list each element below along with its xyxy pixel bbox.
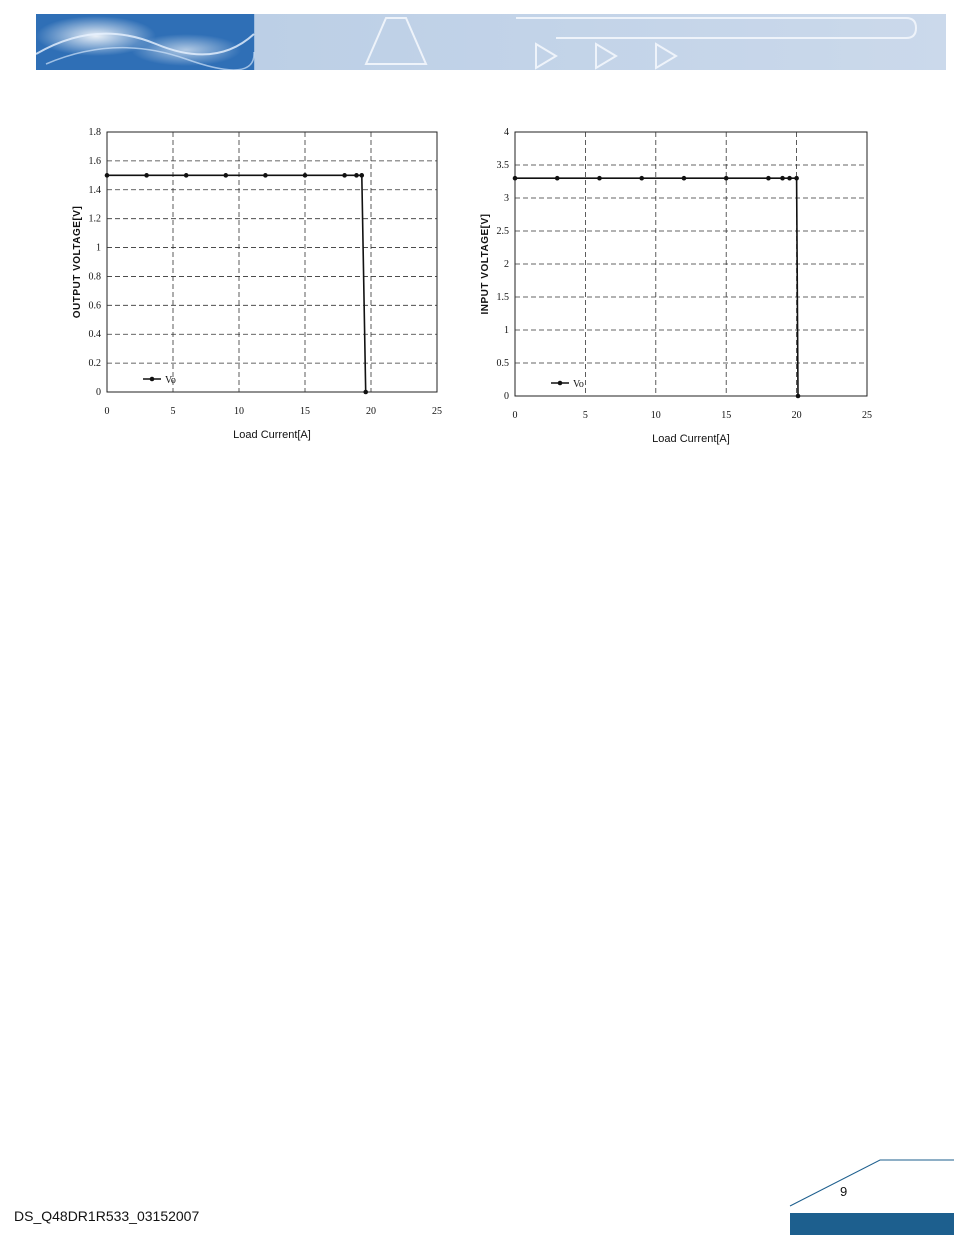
y-tick-label: 3.5: [496, 160, 509, 171]
x-tick-label: 15: [300, 406, 310, 417]
y-axis-label: OUTPUT VOLTAGE[V]: [72, 205, 83, 319]
x-tick-label: 25: [862, 410, 872, 421]
data-point: [513, 176, 518, 181]
data-point: [363, 390, 368, 395]
y-tick-label: 1.5: [496, 292, 509, 303]
x-tick-label: 5: [582, 410, 588, 421]
y-tick-label: 1.6: [88, 155, 101, 167]
y-tick-label: 4: [504, 127, 509, 138]
y-tick-label: 1: [96, 242, 101, 254]
data-point: [359, 173, 364, 178]
y-tick-label: 0.6: [88, 300, 101, 312]
data-point: [342, 173, 347, 178]
y-tick-label: 2.5: [496, 226, 509, 237]
x-axis-label: Load Current[A]: [652, 433, 730, 445]
data-point: [794, 176, 799, 181]
x-axis-label: Load Current[A]: [233, 429, 311, 441]
y-tick-label: 1.8: [88, 127, 101, 138]
data-point: [780, 176, 785, 181]
data-point: [682, 176, 687, 181]
x-tick-label: 10: [234, 406, 244, 417]
plot-frame: [107, 132, 437, 392]
data-point: [144, 173, 149, 178]
header-banner: [36, 14, 946, 70]
data-point: [639, 176, 644, 181]
legend-label: Vo: [165, 375, 176, 386]
legend-marker: [558, 381, 563, 386]
legend-label: Vo: [573, 379, 584, 390]
y-tick-label: 1.2: [88, 213, 101, 225]
input-voltage-chart: [470, 118, 890, 448]
legend-marker: [150, 377, 155, 382]
x-tick-label: 0: [512, 410, 518, 421]
data-point: [105, 173, 110, 178]
x-tick-label: 0: [104, 406, 110, 417]
data-point: [303, 173, 308, 178]
document-id: DS_Q48DR1R533_03152007: [14, 1208, 200, 1224]
y-tick-label: 2: [504, 259, 509, 270]
y-tick-label: 1: [504, 325, 509, 336]
data-point: [787, 176, 792, 181]
data-point: [766, 176, 771, 181]
data-point: [555, 176, 560, 181]
x-tick-label: 15: [721, 410, 732, 421]
y-tick-label: 0.2: [88, 358, 101, 370]
data-point: [796, 394, 801, 399]
data-point: [263, 173, 268, 178]
data-point: [354, 173, 359, 178]
y-tick-label: 1.4: [88, 184, 101, 196]
output-voltage-chart: [62, 118, 462, 448]
y-tick-label: 0.8: [88, 271, 101, 283]
data-point: [724, 176, 729, 181]
x-tick-label: 25: [432, 406, 442, 417]
y-tick-label: 0: [504, 391, 509, 402]
page-number: 9: [840, 1184, 848, 1199]
x-tick-label: 5: [170, 406, 176, 417]
data-point: [184, 173, 189, 178]
x-tick-label: 10: [650, 410, 661, 421]
y-tick-label: 3: [504, 193, 509, 204]
x-tick-label: 20: [791, 410, 802, 421]
y-tick-label: 0.5: [496, 358, 509, 369]
x-tick-label: 20: [366, 406, 376, 417]
y-axis-label: INPUT VOLTAGE[V]: [480, 213, 491, 315]
y-tick-label: 0.4: [88, 329, 101, 341]
data-point: [597, 176, 602, 181]
data-point: [224, 173, 229, 178]
y-tick-label: 0: [96, 387, 101, 398]
footer-tab: [788, 1158, 954, 1235]
